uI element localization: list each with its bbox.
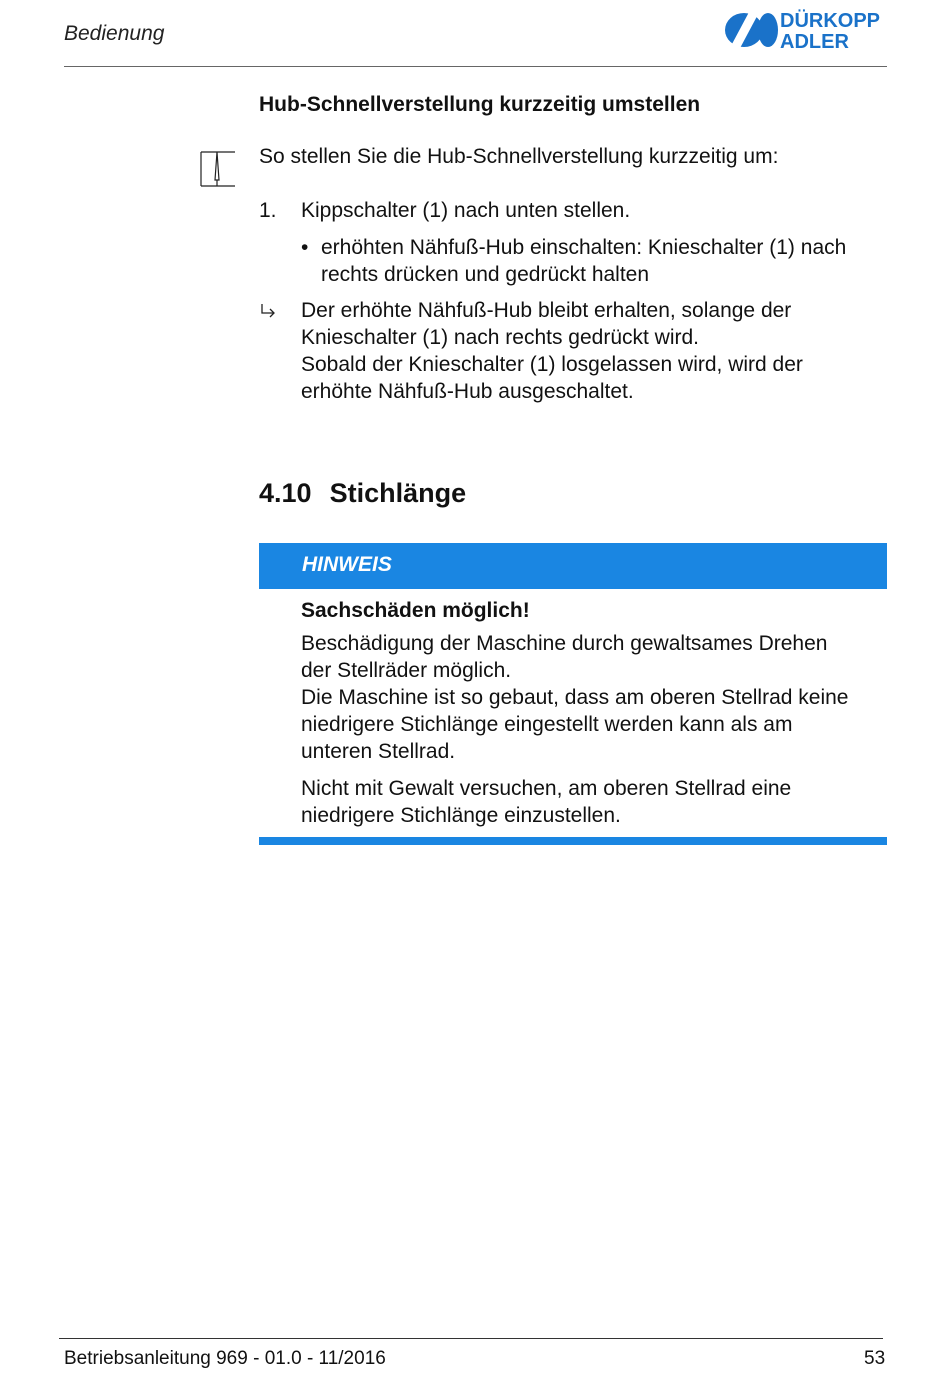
result-line: Sobald der Knieschalter (1) losgelassen wird, wird der: [301, 353, 803, 376]
notice-line: unteren Stellrad.: [301, 740, 456, 763]
notice-body: [301, 630, 887, 765]
result-text: [301, 297, 881, 405]
intro-text: So stellen Sie die Hub-Schnellverstellung kurzzeitig um:: [259, 145, 779, 168]
logo-text-line1: DÜRKOPP: [780, 10, 881, 32]
footer-document-info: Betriebsanleitung 969 - 01.0 - 11/2016: [64, 1348, 386, 1369]
notice-line: der Stellräder möglich.: [301, 659, 512, 682]
bullet-text: [321, 234, 891, 288]
subsection-title: Hub-Schnellverstellung kurzzeitig umstellen: [259, 93, 701, 116]
step-number: 1.: [259, 199, 277, 222]
bullet-symbol: •: [301, 236, 309, 259]
notice-action: [301, 775, 887, 829]
logo-text-line2: ADLER: [780, 31, 849, 53]
needle-instruction-icon: [199, 150, 237, 188]
notice-line: Beschädigung der Maschine durch gewaltsames Drehen: [301, 632, 828, 655]
section-number: 4.10: [259, 478, 312, 508]
result-line: erhöhte Nähfuß-Hub ausgeschaltet.: [301, 380, 634, 403]
bullet-line: rechts drücken und gedrückt halten: [321, 263, 650, 286]
notice-heading: Sachschäden möglich!: [301, 599, 530, 622]
step-text: Kippschalter (1) nach unten stellen.: [301, 199, 631, 222]
notice-line: Nicht mit Gewalt versuchen, am oberen Stellrad eine: [301, 777, 792, 800]
result-line: Der erhöhte Nähfuß-Hub bleibt erhalten, solange der: [301, 299, 792, 322]
logo-mark-icon: [725, 10, 778, 50]
section-title: Stichlänge: [329, 478, 467, 508]
section-heading: [259, 478, 466, 509]
notice-label: HINWEIS: [302, 553, 392, 576]
notice-line: niedrigere Stichlänge einzustellen.: [301, 804, 621, 827]
notice-bottom-bar: [259, 837, 887, 845]
result-line: Knieschalter (1) nach rechts gedrückt wird.: [301, 326, 700, 349]
bullet-line: erhöhten Nähfuß-Hub einschalten: Knieschalter (1) nach: [321, 236, 847, 259]
duerkopp-adler-logo: [722, 6, 892, 54]
footer-rule: [59, 1338, 883, 1339]
result-arrow-icon: [259, 301, 279, 321]
notice-line: Die Maschine ist so gebaut, dass am oberen Stellrad keine: [301, 686, 849, 709]
page-number: 53: [864, 1348, 886, 1369]
header-section-title: Bedienung: [64, 22, 165, 45]
header-rule: [64, 66, 887, 67]
notice-line: niedrigere Stichlänge eingestellt werden kann als am: [301, 713, 793, 736]
